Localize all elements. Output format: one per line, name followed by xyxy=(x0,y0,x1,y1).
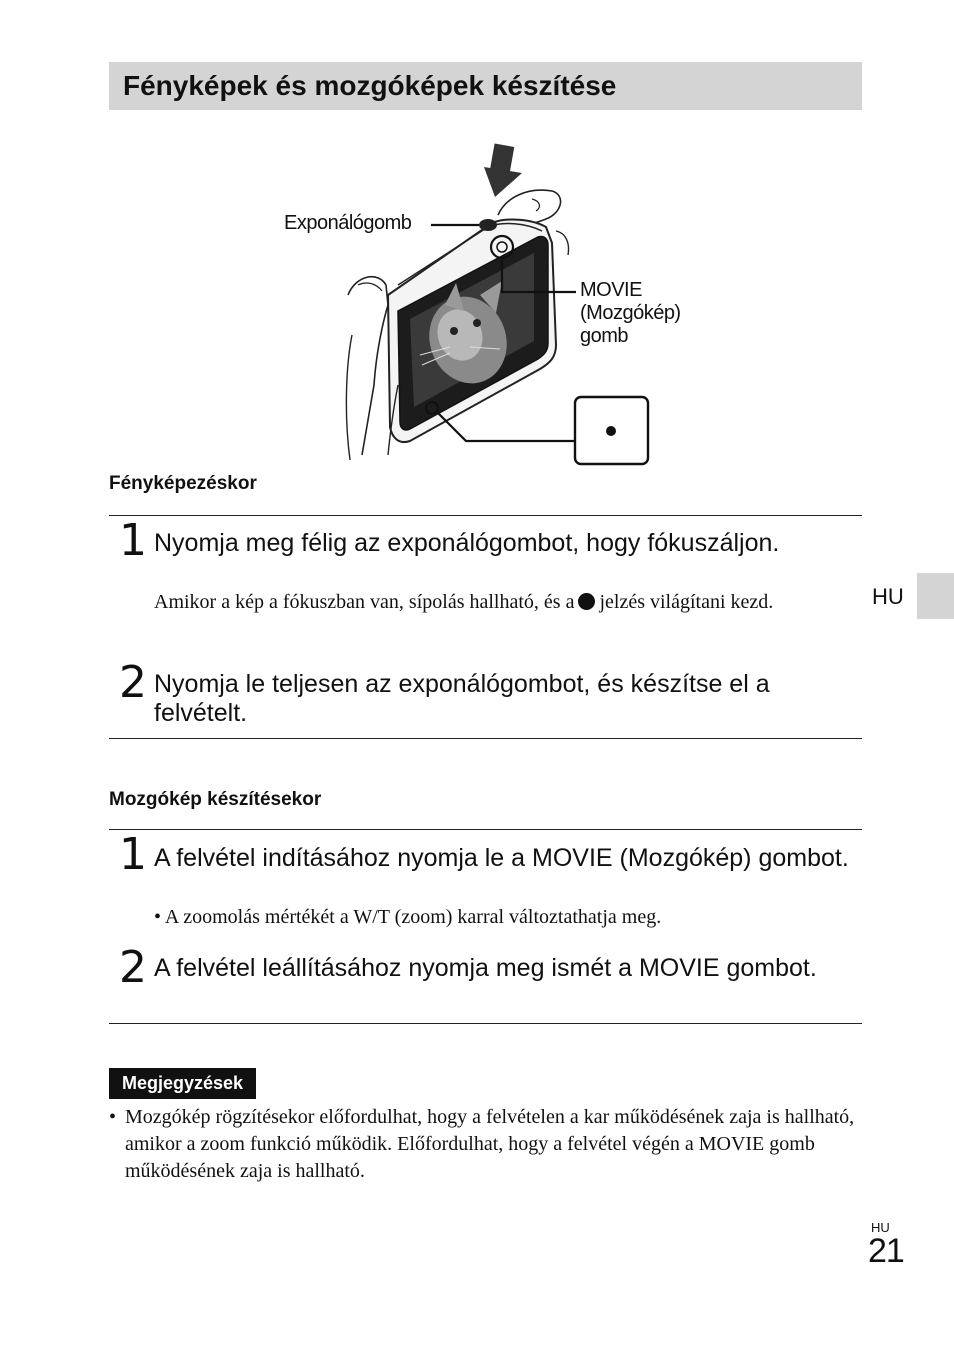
movie-section-heading: Mozgókép készítésekor xyxy=(109,789,322,810)
step-title: A felvétel indításához nyomja le a MOVIE (Mozgókép) gombot. xyxy=(154,844,849,872)
focus-dot-icon xyxy=(575,397,648,464)
step-number: 2 xyxy=(119,942,147,993)
photo-steps-box xyxy=(109,515,862,739)
notes-text xyxy=(109,1104,861,1185)
shutter-button-icon xyxy=(479,219,497,231)
title-bar xyxy=(109,62,862,110)
step-body-text-end: jelzés világítani kezd. xyxy=(599,591,774,613)
camera-illustration xyxy=(270,135,690,470)
notes-label: Megjegyzések xyxy=(109,1068,256,1099)
page-title: Fényképek és mozgóképek készítése xyxy=(123,70,617,101)
bullet: • xyxy=(109,1106,117,1128)
footer-language: HU xyxy=(871,1220,890,1235)
step-body xyxy=(154,588,844,617)
side-language-tab xyxy=(917,573,954,619)
focus-indicator-dot-icon xyxy=(578,593,595,610)
photo-section-heading: Fényképezéskor xyxy=(109,473,257,494)
movie-button-label: MOVIE (Mozgókép) gomb xyxy=(580,279,681,347)
step-title: A felvétel leállításához nyomja meg ismét a MOVIE gombot. xyxy=(154,954,817,982)
notes-paragraph: Mozgókép rögzítésekor előfordulhat, hogy a felvételen a kar működésének zaja is hallható, amikor a zoom funkció működik. Előfordulhat, hogy a felvétel végén a MOVIE gomb működésének zaja is hallható. xyxy=(125,1106,855,1182)
step-title: Nyomja le teljesen az exponálógombot, és készítse el a felvételt. xyxy=(154,670,770,727)
shutter-button-label: Exponálógomb xyxy=(284,212,412,234)
step-number: 1 xyxy=(119,829,147,880)
step-number: 2 xyxy=(119,657,147,708)
down-arrow-icon xyxy=(484,143,522,197)
page-number: 21 xyxy=(868,1232,904,1270)
movie-steps-box xyxy=(109,829,862,1024)
step-body: • A zoomolás mértékét a W/T (zoom) karral változtathatja meg. xyxy=(154,906,662,928)
step-number: 1 xyxy=(119,515,147,566)
step-body-text: Amikor a kép a fókuszban van, sípolás hallható, és a xyxy=(154,591,575,613)
side-language-label: HU xyxy=(872,584,904,609)
step-title: Nyomja meg félig az exponálógombot, hogy fókuszáljon. xyxy=(154,529,780,557)
